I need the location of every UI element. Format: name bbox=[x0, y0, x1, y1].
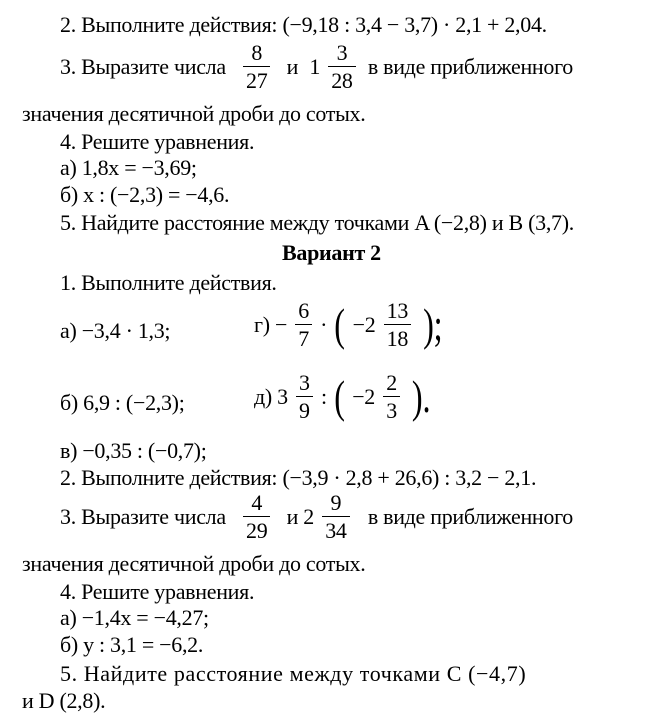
fraction-numerator: 3 bbox=[336, 40, 348, 65]
fraction-denominator: 9 bbox=[299, 398, 310, 423]
v2-task1-g-open-paren: ( bbox=[334, 299, 346, 350]
v2-task1-d-minus-whole: −2 bbox=[352, 384, 375, 409]
v1-task3-line bbox=[60, 42, 573, 92]
v2-task1-g-fraction-2 bbox=[384, 300, 411, 350]
v2-task3-prefix: 3. Выразите числа bbox=[60, 504, 226, 529]
v1-task3-whole: 1 bbox=[309, 54, 321, 79]
v2-task3-and: и 2 bbox=[286, 504, 314, 529]
v2-task1-g bbox=[254, 300, 447, 350]
v2-task3-fraction-1 bbox=[243, 492, 270, 542]
fraction-denominator: 27 bbox=[246, 68, 268, 93]
v2-task1-d-fraction-2 bbox=[383, 372, 400, 422]
v1-task3-prefix: 3. Выразите числа bbox=[60, 54, 226, 79]
v1-task4-title: 4. Решите уравнения. bbox=[60, 129, 255, 154]
fraction-numerator: 8 bbox=[251, 40, 263, 65]
fraction-denominator: 3 bbox=[386, 398, 397, 423]
v2-task1-g-dot: · bbox=[320, 312, 328, 337]
v2-task2: 2. Выполните действия: (−3,9 · 2,8 + 26,6) : 3,2 − 2,1. bbox=[60, 465, 537, 490]
variant-2-heading: Вариант 2 bbox=[282, 240, 381, 265]
fraction-denominator: 7 bbox=[298, 326, 309, 351]
v2-task3-line bbox=[60, 492, 573, 542]
v2-task3-continuation: значения десятичной дроби до сотых. bbox=[22, 551, 366, 576]
fraction-denominator: 34 bbox=[325, 518, 347, 543]
fraction-numerator: 6 bbox=[298, 298, 309, 323]
v2-task1-g-minus-whole: −2 bbox=[352, 312, 376, 337]
fraction-numerator: 4 bbox=[251, 490, 263, 515]
v2-task1-g-fraction-1 bbox=[295, 300, 312, 350]
v2-task5-line2: и D (2,8). bbox=[22, 688, 106, 713]
v1-task4-a: а) 1,8x = −3,69; bbox=[60, 155, 197, 180]
v1-task2: 2. Выполните действия: (−9,18 : 3,4 − 3,7) · 2,1 + 2,04. bbox=[60, 12, 547, 37]
v2-task1-g-close-paren: ); bbox=[423, 299, 443, 350]
v2-task1-d-colon: : bbox=[320, 384, 327, 409]
fraction-numerator: 13 bbox=[386, 298, 409, 323]
v2-task4-b: б) y : 3,1 = −6,2. bbox=[60, 632, 204, 657]
fraction-denominator: 28 bbox=[331, 68, 353, 93]
v1-task5: 5. Найдите расстояние между точками A (−2,8) и B (3,7). bbox=[60, 210, 574, 235]
v1-task3-continuation: значения десятичной дроби до сотых. bbox=[22, 101, 366, 126]
fraction-denominator: 18 bbox=[386, 326, 409, 351]
v2-task1-g-label: г) − bbox=[254, 312, 288, 337]
v2-task1-v: в) −0,35 : (−0,7); bbox=[60, 438, 207, 463]
v2-task4-title: 4. Решите уравнения. bbox=[60, 579, 255, 604]
v2-task1-d-fraction-1 bbox=[296, 372, 313, 422]
fraction-numerator: 9 bbox=[330, 490, 342, 515]
v2-task1-d-label: д) 3 bbox=[254, 384, 288, 409]
v2-task1-a: а) −3,4 · 1,3; bbox=[60, 318, 171, 343]
fraction-denominator: 29 bbox=[246, 518, 268, 543]
v2-task3-suffix: в виде приближенного bbox=[367, 504, 573, 529]
v2-task3-fraction-2 bbox=[322, 492, 349, 542]
v1-task3-fraction-2 bbox=[328, 42, 355, 92]
v1-task4-b: б) x : (−2,3) = −4,6. bbox=[60, 182, 230, 207]
fraction-numerator: 2 bbox=[386, 370, 397, 395]
v2-task1-d-open-paren: ( bbox=[334, 371, 345, 422]
v2-task1-d-close-paren: ). bbox=[412, 371, 431, 422]
v2-task1-b: б) 6,9 : (−2,3); bbox=[60, 390, 185, 415]
v2-task1-d bbox=[254, 372, 434, 422]
v1-task3-and: и bbox=[286, 54, 299, 79]
v1-task3-suffix: в виде приближенного bbox=[367, 54, 573, 79]
fraction-numerator: 3 bbox=[299, 370, 310, 395]
v2-task1-title: 1. Выполните действия. bbox=[60, 270, 277, 295]
v2-task5-line1: 5. Найдите расстояние между точками C (−4,7) bbox=[60, 661, 527, 686]
v1-task3-fraction-1 bbox=[243, 42, 270, 92]
v2-task4-a: а) −1,4x = −4,27; bbox=[60, 605, 209, 630]
